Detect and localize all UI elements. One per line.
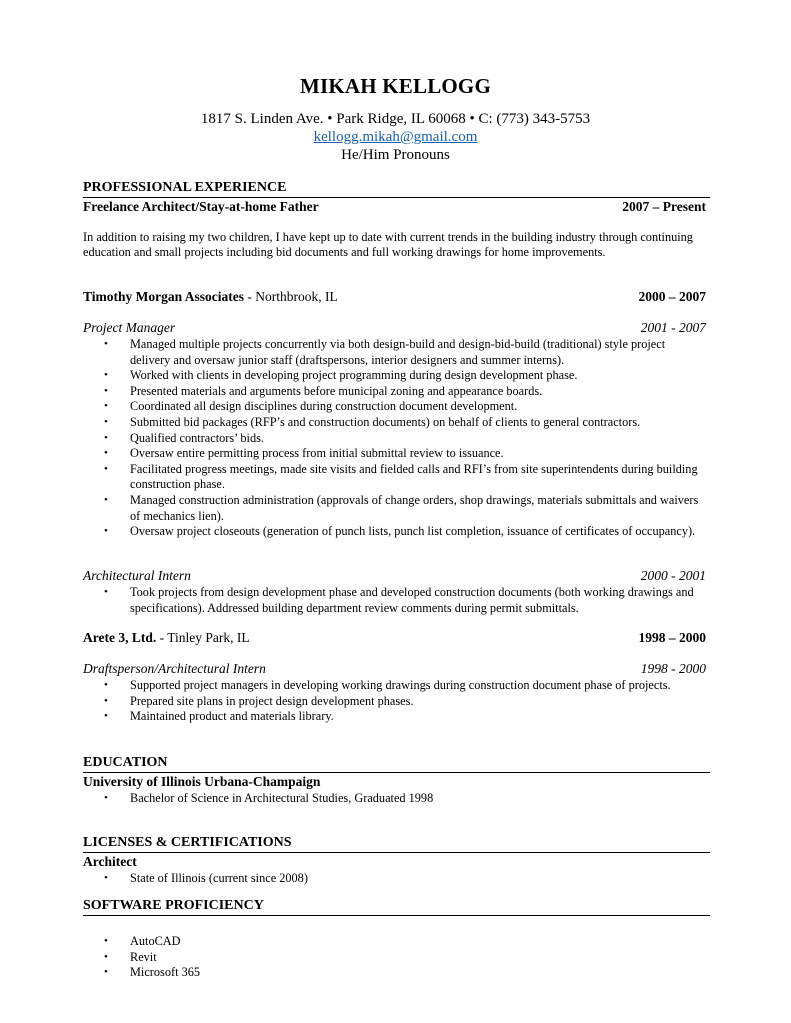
section-rule [83, 197, 710, 198]
role-title: Draftsperson/Architectural Intern [83, 661, 266, 676]
employer [83, 289, 338, 305]
license-title: Architect [83, 854, 137, 869]
intern-bullets [104, 585, 706, 616]
license-bullets [104, 871, 706, 887]
section-rule [83, 915, 710, 916]
list-item: • Supported project managers in developing working drawings during construction document phase of projects. [104, 678, 706, 694]
list-item: • Revit [104, 950, 706, 966]
role-title: Architectural Intern [83, 568, 191, 583]
list-item: • AutoCAD [104, 934, 706, 950]
list-item: • Worked with clients in developing project programming during design development phase. [104, 368, 706, 384]
pronouns: He/Him Pronouns [341, 147, 450, 163]
freelance-description: In addition to raising my two children, I have kept up to date with current trends in the building industry through continuing education and small projects including bid documents and full working drawings for home improvements. [83, 230, 693, 260]
arete-bullets [104, 678, 706, 725]
role-dates: 2000 - 2001 [640, 568, 706, 583]
company-location: - Northbrook, IL [244, 289, 338, 304]
list-item: • Bachelor of Science in Architectural Studies, Graduated 1998 [104, 791, 706, 807]
candidate-name: MIKAH KELLOGG [299, 74, 492, 98]
list-item: • Oversaw project closeouts (generation of punch lists, punch list completion, issuance of certificates of occupancy). [104, 524, 706, 540]
email-link[interactable]: kellogg.mikah@gmail.com [313, 129, 478, 145]
list-item: • Presented materials and arguments before municipal zoning and appearance boards. [104, 384, 706, 400]
list-item: • Oversaw entire permitting process from initial submittal review to issuance. [104, 446, 706, 462]
list-item: • Microsoft 365 [104, 965, 706, 981]
job-dates: 1998 – 2000 [638, 630, 706, 645]
section-heading-education: EDUCATION [83, 755, 168, 770]
company-location: - Tinley Park, IL [156, 630, 250, 645]
software-bullets [104, 934, 706, 981]
section-heading-licenses: LICENSES & CERTIFICATIONS [83, 835, 292, 850]
list-item: • Managed multiple projects concurrently via both design-build and design-bid-build (traditional) style project delivery and oversaw junior staff (draftspersons, interior designers and summer interns). [104, 337, 706, 368]
section-heading-experience: PROFESSIONAL EXPERIENCE [83, 180, 287, 195]
role-dates: 2001 - 2007 [640, 320, 706, 335]
job-title: Freelance Architect/Stay-at-home Father [83, 199, 319, 214]
job-dates: 2007 – Present [622, 199, 706, 214]
section-rule [83, 772, 710, 773]
contact-line: 1817 S. Linden Ave. • Park Ridge, IL 60068 • C: (773) 343-5753 [200, 111, 591, 127]
company-name: Timothy Morgan Associates [83, 289, 244, 304]
company-name: Arete 3, Ltd. [83, 630, 157, 645]
list-item: • Facilitated progress meetings, made site visits and fielded calls and RFI’s from site superintendents during building construction phase. [104, 462, 706, 493]
education-bullets [104, 791, 706, 807]
school-name: University of Illinois Urbana-Champaign [83, 774, 321, 789]
role-title: Project Manager [83, 320, 176, 335]
list-item: • State of Illinois (current since 2008) [104, 871, 706, 887]
list-item: • Took projects from design development phase and developed construction documents (both working drawings and specifications). Addressed building department review comments during permit submittals. [104, 585, 706, 616]
list-item: • Submitted bid packages (RFP’s and construction documents) on behalf of clients to general contractors. [104, 415, 706, 431]
role-dates: 1998 - 2000 [640, 661, 706, 676]
section-rule [83, 852, 710, 853]
list-item: • Prepared site plans in project design development phases. [104, 694, 706, 710]
job-dates: 2000 – 2007 [638, 289, 706, 304]
list-item: • Managed construction administration (approvals of change orders, shop drawings, materials submittals and waivers of mechanics lien). [104, 493, 706, 524]
employer [83, 630, 250, 646]
list-item: • Maintained product and materials library. [104, 709, 706, 725]
list-item: • Coordinated all design disciplines during construction document development. [104, 399, 706, 415]
pm-bullets [104, 337, 706, 540]
list-item: • Qualified contractors’ bids. [104, 431, 706, 447]
section-heading-software: SOFTWARE PROFICIENCY [83, 898, 264, 913]
